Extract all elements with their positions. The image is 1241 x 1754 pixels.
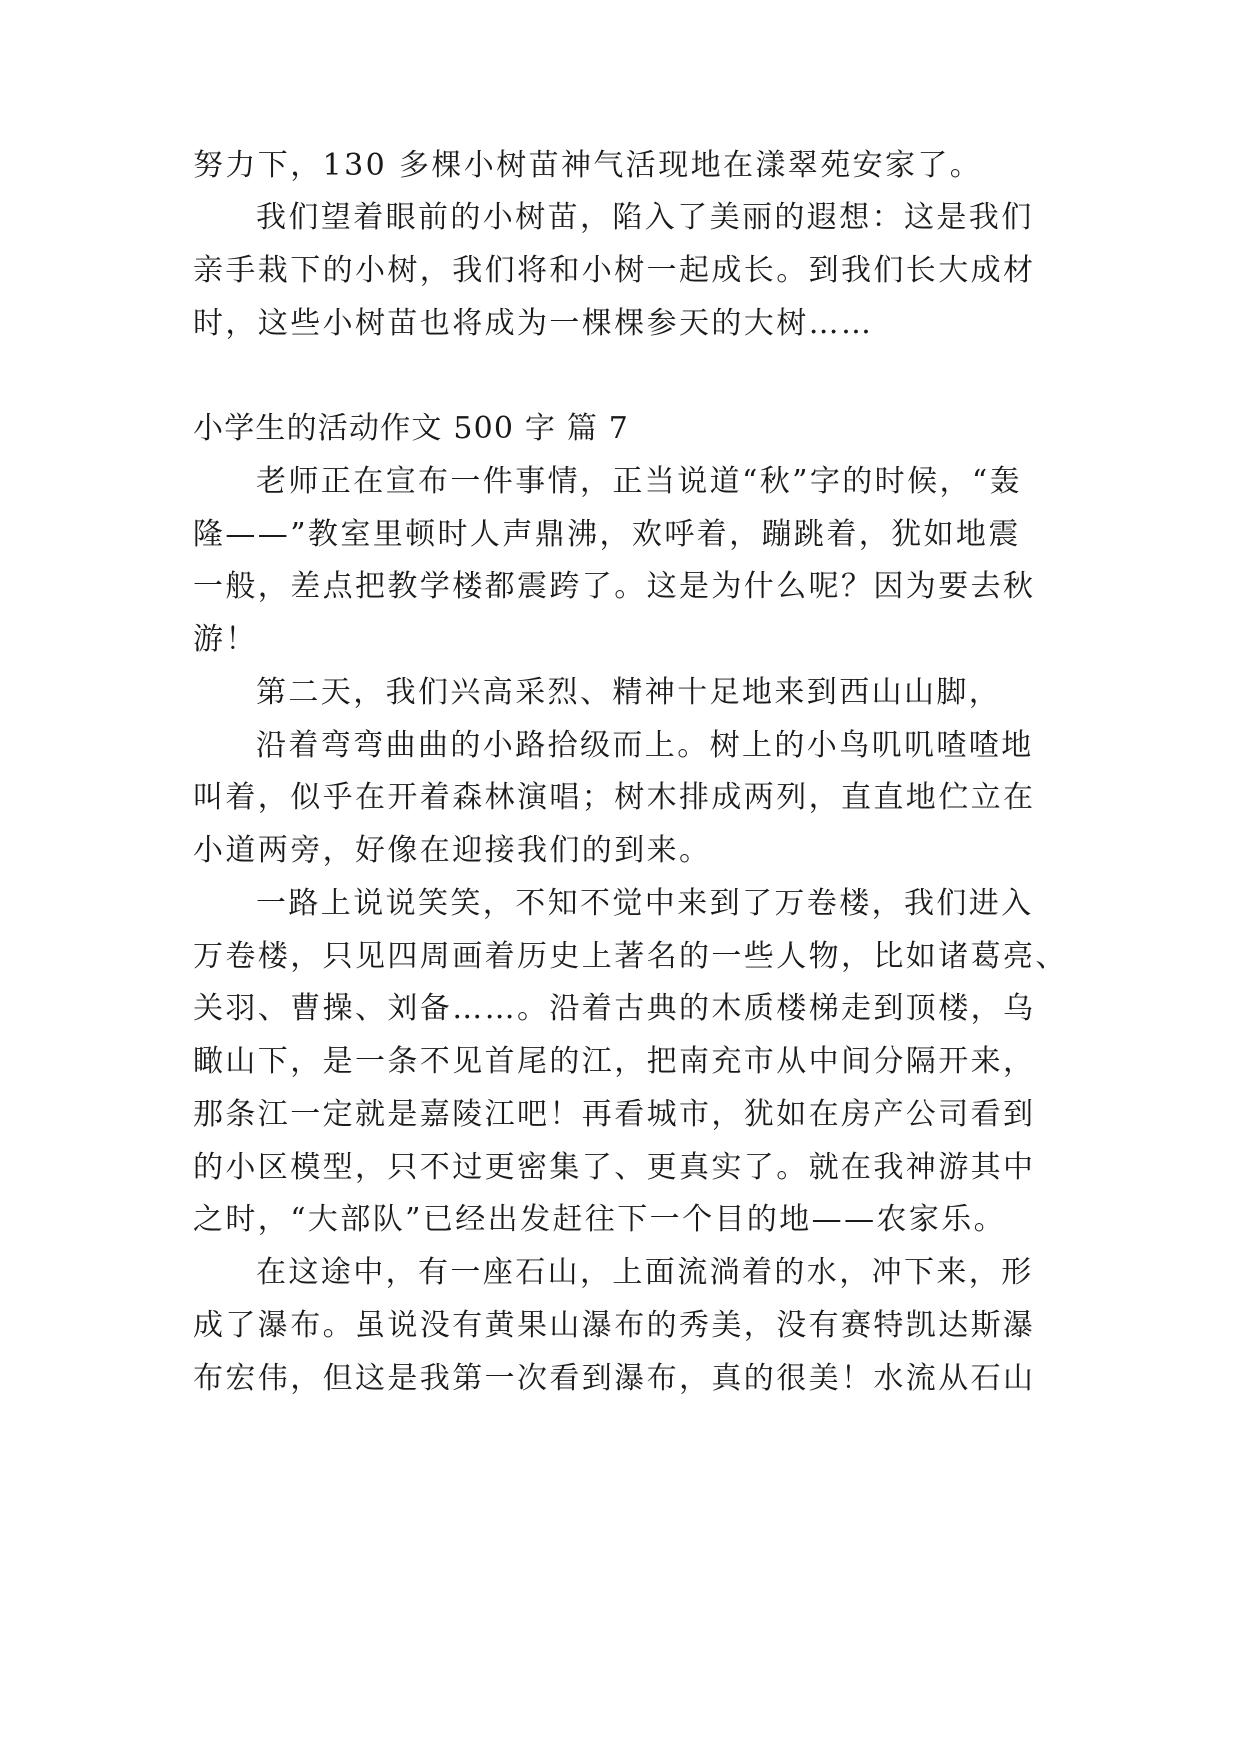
paragraph-start: 在这途中，有一座石山，上面流淌着的水，冲下来，形	[256, 1255, 1034, 1290]
paragraph-start: 我们望着眼前的小树苗，陷入了美丽的遐想：这是我们	[256, 200, 1034, 235]
paragraph-start: 一路上说说笑笑，不知不觉中来到了万卷楼，我们进入	[256, 886, 1034, 921]
text-line: 那条江一定就是嘉陵江吧！再看城市，犹如在房产公司看到	[193, 1097, 1036, 1132]
text-line: 叫着，似乎在开着森林演唱；树木排成两列，直直地伫立在	[193, 780, 1036, 815]
text-line: 的小区模型，只不过更密集了、更真实了。就在我神游其中	[193, 1150, 1036, 1185]
text-line: 成了瀑布。虽说没有黄果山瀑布的秀美，没有赛特凯达斯瀑	[193, 1308, 1036, 1343]
text-line: 万卷楼，只见四周画着历史上著名的一些人物，比如诸葛亮、	[193, 939, 1068, 974]
text-line: 布宏伟，但这是我第一次看到瀑布，真的很美！水流从石山	[193, 1361, 1036, 1396]
paragraph-start: 老师正在宣布一件事情，正当说道“秋”字的时候，“轰	[256, 464, 1023, 499]
paragraph-start: 沿着弯弯曲曲的小路拾级而上。树上的小鸟叽叽喳喳地	[256, 728, 1034, 763]
text-line: 小道两旁，好像在迎接我们的到来。	[193, 833, 712, 868]
text-line: 时，这些小树苗也将成为一棵棵参天的大树……	[193, 306, 874, 341]
paragraph-start: 第二天，我们兴高采烈、精神十足地来到西山山脚，	[256, 675, 1002, 710]
text-line: 瞰山下，是一条不见首尾的江，把南充市从中间分隔开来，	[193, 1044, 1036, 1079]
text-line: 之时，“大部队”已经出发赶往下一个目的地——农家乐。	[193, 1202, 1007, 1237]
text-line: 游！	[193, 622, 258, 657]
text-line: 隆——”教室里顿时人声鼎沸，欢呼着，蹦跳着，犹如地震	[193, 517, 1021, 552]
section-heading: 小学生的活动作文 500 字 篇 7	[193, 411, 630, 446]
text-line: 一般，差点把教学楼都震跨了。这是为什么呢？因为要去秋	[193, 569, 1036, 604]
text-line: 亲手栽下的小树，我们将和小树一起成长。到我们长大成材	[193, 253, 1036, 288]
text-line: 关羽、曹操、刘备……。沿着古典的木质楼梯走到顶楼，乌	[193, 991, 1036, 1026]
text-line: 努力下，130 多棵小树苗神气活现地在漾翠苑安家了。	[193, 148, 983, 183]
